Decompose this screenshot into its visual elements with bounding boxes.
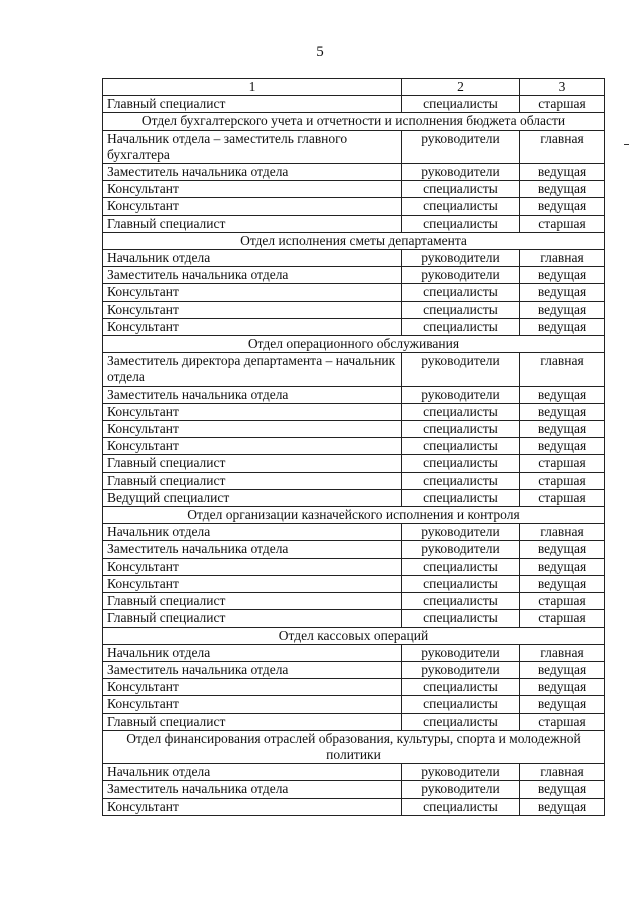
page-number: 5 [316, 44, 324, 60]
category-cell: специалисты [402, 455, 520, 472]
group-cell: главная [520, 130, 605, 163]
category-cell: специалисты [402, 403, 520, 420]
group-cell: ведущая [520, 386, 605, 403]
group-cell: старшая [520, 472, 605, 489]
position-title-cell: Консультант [103, 696, 402, 713]
category-cell: руководители [402, 781, 520, 798]
group-cell: ведущая [520, 284, 605, 301]
section-title: Отдел кассовых операций [103, 627, 605, 644]
category-cell: специалисты [402, 318, 520, 335]
table-row [103, 164, 605, 181]
table-row [103, 558, 605, 575]
group-cell: ведущая [520, 318, 605, 335]
table-row [103, 661, 605, 678]
group-cell: старшая [520, 489, 605, 506]
section-header-row [103, 507, 605, 524]
position-title-cell: Консультант [103, 798, 402, 815]
group-cell: старшая [520, 215, 605, 232]
group-cell: ведущая [520, 679, 605, 696]
group-cell: главная [520, 250, 605, 267]
group-cell: ведущая [520, 558, 605, 575]
category-cell: руководители [402, 250, 520, 267]
table-row [103, 301, 605, 318]
position-title-cell: Консультант [103, 679, 402, 696]
positions-table-body [103, 79, 605, 816]
group-cell: старшая [520, 455, 605, 472]
group-cell: старшая [520, 713, 605, 730]
position-title-cell: Начальник отдела [103, 524, 402, 541]
category-cell: руководители [402, 386, 520, 403]
position-title-cell: Заместитель начальника отдела [103, 781, 402, 798]
table-row [103, 130, 605, 163]
group-cell: ведущая [520, 696, 605, 713]
category-cell: руководители [402, 661, 520, 678]
group-cell: ведущая [520, 541, 605, 558]
category-cell: руководители [402, 267, 520, 284]
position-title-cell: Ведущий специалист [103, 489, 402, 506]
category-cell: руководители [402, 130, 520, 163]
category-cell: специалисты [402, 713, 520, 730]
table-row [103, 284, 605, 301]
section-header-row [103, 336, 605, 353]
table-row [103, 438, 605, 455]
position-title-cell: Начальник отдела [103, 764, 402, 781]
group-cell: главная [520, 524, 605, 541]
section-title: Отдел организации казначейского исполнения и контроля [103, 507, 605, 524]
category-cell: специалисты [402, 489, 520, 506]
position-title-cell: Консультант [103, 403, 402, 420]
position-title-cell: Главный специалист [103, 593, 402, 610]
table-row [103, 455, 605, 472]
column-header-1: 1 [103, 79, 402, 96]
table-row [103, 386, 605, 403]
position-title-cell: Консультант [103, 438, 402, 455]
category-cell: руководители [402, 353, 520, 386]
category-cell: специалисты [402, 96, 520, 113]
table-row [103, 610, 605, 627]
position-title-cell: Консультант [103, 575, 402, 592]
table-row [103, 696, 605, 713]
table-row [103, 198, 605, 215]
table-row [103, 318, 605, 335]
category-cell: специалисты [402, 421, 520, 438]
position-title-cell: Заместитель начальника отдела [103, 386, 402, 403]
category-cell: руководители [402, 644, 520, 661]
group-cell: старшая [520, 610, 605, 627]
table-row [103, 215, 605, 232]
group-cell: главная [520, 644, 605, 661]
category-cell: специалисты [402, 215, 520, 232]
category-cell: специалисты [402, 558, 520, 575]
table-row [103, 353, 605, 386]
group-cell: ведущая [520, 661, 605, 678]
table-row [103, 421, 605, 438]
table-row [103, 713, 605, 730]
table-row [103, 644, 605, 661]
group-cell: ведущая [520, 781, 605, 798]
category-cell: руководители [402, 524, 520, 541]
table-row [103, 96, 605, 113]
position-title-cell: Заместитель директора департамента – начальник отдела [103, 353, 402, 386]
section-header-row [103, 627, 605, 644]
section-header-row [103, 730, 605, 763]
group-cell: ведущая [520, 798, 605, 815]
table-row [103, 593, 605, 610]
group-cell: главная [520, 353, 605, 386]
positions-table [102, 78, 605, 816]
group-cell: старшая [520, 593, 605, 610]
table-row [103, 781, 605, 798]
position-title-cell: Главный специалист [103, 96, 402, 113]
table-row [103, 524, 605, 541]
position-title-cell: Консультант [103, 421, 402, 438]
group-cell: главная [520, 764, 605, 781]
position-title-cell: Заместитель начальника отдела [103, 661, 402, 678]
category-cell: руководители [402, 164, 520, 181]
section-title: Отдел финансирования отраслей образования, культуры, спорта и молодежной политики [103, 730, 605, 763]
category-cell: специалисты [402, 696, 520, 713]
table-row [103, 541, 605, 558]
table-row [103, 798, 605, 815]
table-row [103, 403, 605, 420]
table-row [103, 764, 605, 781]
group-cell: старшая [520, 96, 605, 113]
group-cell: ведущая [520, 403, 605, 420]
position-title-cell: Консультант [103, 198, 402, 215]
table-row [103, 267, 605, 284]
position-title-cell: Главный специалист [103, 713, 402, 730]
column-header-3: 3 [520, 79, 605, 96]
position-title-cell: Заместитель начальника отдела [103, 164, 402, 181]
table-row [103, 250, 605, 267]
category-cell: специалисты [402, 181, 520, 198]
section-title: Отдел операционного обслуживания [103, 336, 605, 353]
category-cell: руководители [402, 764, 520, 781]
group-cell: ведущая [520, 421, 605, 438]
group-cell: ведущая [520, 181, 605, 198]
section-title: Отдел бухгалтерского учета и отчетности и исполнения бюджета области [103, 113, 605, 130]
category-cell: специалисты [402, 610, 520, 627]
category-cell: специалисты [402, 575, 520, 592]
group-cell: ведущая [520, 267, 605, 284]
position-title-cell: Консультант [103, 318, 402, 335]
table-row [103, 472, 605, 489]
position-title-cell: Заместитель начальника отдела [103, 267, 402, 284]
group-cell: ведущая [520, 301, 605, 318]
position-title-cell: Начальник отдела – заместитель главного бухгалтера [103, 130, 402, 163]
category-cell: специалисты [402, 593, 520, 610]
table-header-row [103, 79, 605, 96]
position-title-cell: Консультант [103, 181, 402, 198]
position-title-cell: Главный специалист [103, 472, 402, 489]
position-title-cell: Главный специалист [103, 455, 402, 472]
category-cell: специалисты [402, 438, 520, 455]
margin-mark [624, 144, 629, 145]
position-title-cell: Начальник отдела [103, 644, 402, 661]
section-header-row [103, 113, 605, 130]
category-cell: руководители [402, 541, 520, 558]
position-title-cell: Консультант [103, 301, 402, 318]
category-cell: специалисты [402, 679, 520, 696]
position-title-cell: Главный специалист [103, 610, 402, 627]
position-title-cell: Главный специалист [103, 215, 402, 232]
position-title-cell: Консультант [103, 558, 402, 575]
position-title-cell: Начальник отдела [103, 250, 402, 267]
table-row [103, 679, 605, 696]
section-title: Отдел исполнения сметы департамента [103, 232, 605, 249]
position-title-cell: Заместитель начальника отдела [103, 541, 402, 558]
group-cell: ведущая [520, 164, 605, 181]
group-cell: ведущая [520, 438, 605, 455]
column-header-2: 2 [402, 79, 520, 96]
table-row [103, 489, 605, 506]
category-cell: специалисты [402, 284, 520, 301]
section-header-row [103, 232, 605, 249]
category-cell: специалисты [402, 798, 520, 815]
table-row [103, 181, 605, 198]
table-row [103, 575, 605, 592]
group-cell: ведущая [520, 575, 605, 592]
category-cell: специалисты [402, 198, 520, 215]
category-cell: специалисты [402, 301, 520, 318]
group-cell: ведущая [520, 198, 605, 215]
position-title-cell: Консультант [103, 284, 402, 301]
category-cell: специалисты [402, 472, 520, 489]
